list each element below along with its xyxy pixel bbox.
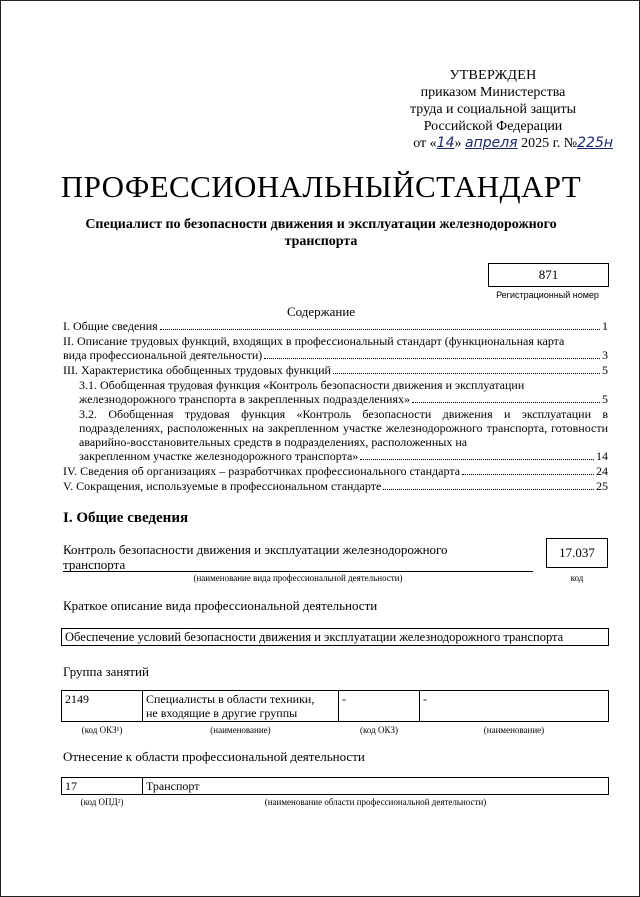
handwritten-day: 14 <box>436 135 455 151</box>
approval-title: УТВЕРЖДЕН <box>449 68 537 83</box>
toc-entry-3-2[interactable]: 3.2. Обобщенная трудовая функция «Контроль безопасности движения и эксплуатации в подразделениях, расположенных на закрепленном участке железнодорожного транспорта, готовности аварийно-восстановительных средств в подразделениях, расположенных на закрепленном участке железнодорожного транспорта» 14 <box>79 407 608 463</box>
activity-name: Контроль безопасности движения и эксплуатации железнодорожного транспорта <box>63 542 448 572</box>
date-prefix: от « <box>413 136 437 151</box>
handwritten-order-number: 225н <box>577 135 613 151</box>
approval-date-line <box>373 135 613 152</box>
toc-heading: Содержание <box>286 304 356 319</box>
brief-description-box: Обеспечение условий безопасности движения и эксплуатации железнодорожного транспорта <box>61 628 609 646</box>
toc-entry-3[interactable]: III. Характеристика обобщенных трудовых функций 5 <box>63 363 608 377</box>
table-of-contents <box>63 319 608 494</box>
section-1-title: I. Общие сведения <box>63 510 189 526</box>
document-subtitle: Специалист по безопасности движения и эксплуатации железнодорожного транспорта <box>85 217 557 249</box>
caption-okz-name-1: (наименование) <box>210 725 271 735</box>
caption-opd-code: (код ОПД²) <box>80 797 124 807</box>
okz-code-2: - <box>338 690 420 722</box>
activity-caption: (наименование вида профессиональной деятельности) <box>193 573 403 583</box>
approval-line-3: труда и социальной защиты <box>410 102 576 117</box>
toc-entry-4[interactable]: IV. Сведения об организациях – разработчиках профессионального стандарта 24 <box>63 464 608 478</box>
caption-okz-code-2: (код ОКЗ) <box>360 725 398 735</box>
date-year: 2025 г. № <box>521 136 578 151</box>
okz-name-2: - <box>419 690 609 722</box>
opd-code: 17 <box>61 777 143 795</box>
document-title: ПРОФЕССИОНАЛЬНЫЙСТАНДАРТ <box>60 169 582 204</box>
okz-code-1: 2149 <box>61 690 143 722</box>
toc-entry-5[interactable]: V. Сокращения, используемые в профессиональном стандарте 25 <box>63 479 608 493</box>
date-mid: » <box>454 136 462 151</box>
okz-name-1: Специалисты в области техники, не входящие в другие группы <box>142 690 339 722</box>
approval-line-2: приказом Министерства <box>420 85 566 100</box>
approval-line-4: Российской Федерации <box>423 119 563 134</box>
code-caption: код <box>570 573 584 583</box>
toc-entry-3-1[interactable]: 3.1. Обобщенная трудовая функция «Контроль безопасности движения и эксплуатации железнодорожного транспорта в закрепленных подразделениях» 5 <box>79 378 608 406</box>
handwritten-month: апреля <box>464 135 518 151</box>
approval-block <box>373 67 613 152</box>
caption-okz-code-1: (код ОКЗ¹) <box>81 725 123 735</box>
opd-name: Транспорт <box>142 777 609 795</box>
activity-underline <box>63 571 533 572</box>
registration-number-label: Регистрационный номер <box>496 290 599 300</box>
activity-code-box: 17.037 <box>546 538 608 568</box>
registration-number-box: 871 <box>488 263 609 287</box>
occupation-group-label: Группа занятий <box>63 664 149 679</box>
brief-description-label: Краткое описание вида профессиональной деятельности <box>63 598 378 613</box>
activity-area-label: Отнесение к области профессиональной деятельности <box>63 749 365 764</box>
toc-entry-1[interactable]: I. Общие сведения 1 <box>63 319 608 333</box>
caption-opd-name: (наименование области профессиональной деятельности) <box>264 797 487 807</box>
caption-okz-name-2: (наименование) <box>483 725 545 735</box>
toc-entry-2[interactable]: II. Описание трудовых функций, входящих в профессиональный стандарт (функциональная карта вида профессиональной деятельности) 3 <box>63 334 608 362</box>
